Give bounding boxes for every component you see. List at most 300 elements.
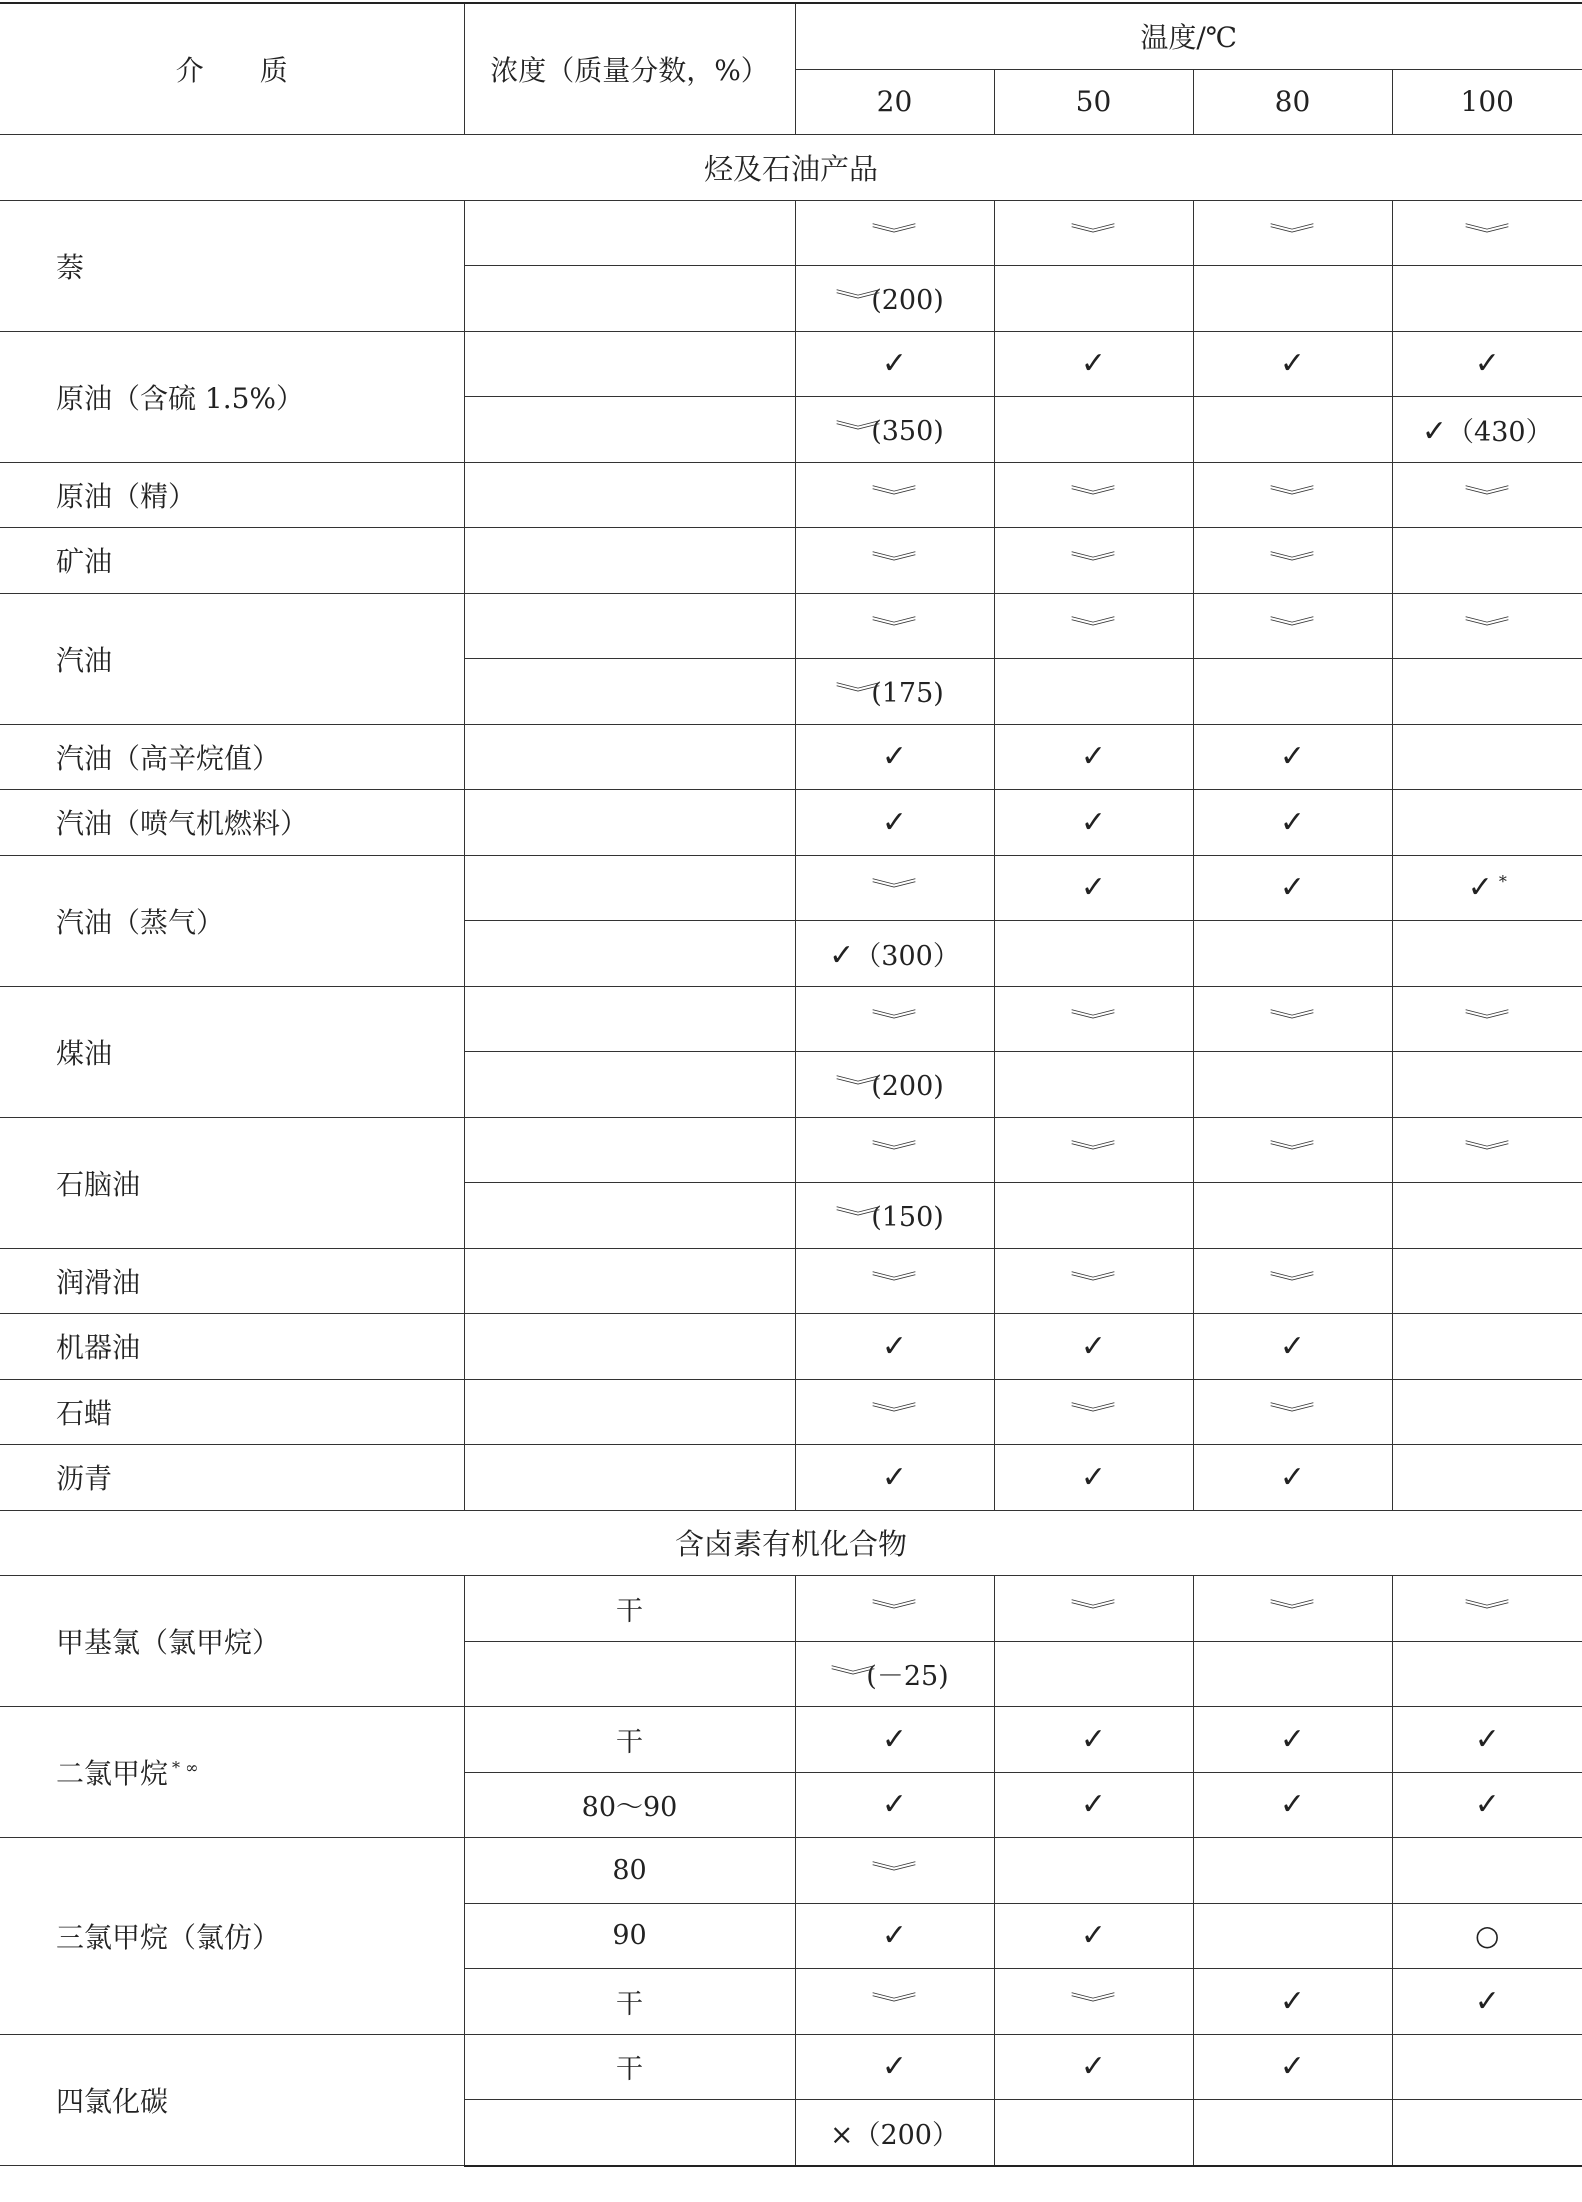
- rating-good-icon: ︾: [1070, 222, 1117, 247]
- rating-cell-50: [994, 1248, 1193, 1314]
- header-temperature: 温度/℃: [795, 3, 1582, 69]
- rating-cell-50: [994, 1772, 1193, 1838]
- rating-cell-20: [795, 1576, 994, 1642]
- medium-cell: [0, 1314, 464, 1380]
- rating-good-icon: ︾: [834, 1205, 882, 1230]
- concentration-cell: [464, 528, 795, 594]
- rating-cell-100: [1392, 1117, 1582, 1183]
- medium-name: 石脑油: [56, 1167, 141, 1201]
- rating-cell-80: [1193, 2034, 1392, 2100]
- rating-good-icon: ︾: [871, 1401, 918, 1426]
- medium-name: 汽油（喷气机燃料）: [56, 807, 309, 841]
- rating-cell-80: [1193, 1772, 1392, 1838]
- rating-cell-100: [1392, 1576, 1582, 1642]
- rating-good-icon: ︾: [1070, 484, 1117, 509]
- rating-cell-80: [1193, 1314, 1392, 1380]
- medium-cell: [0, 1445, 464, 1511]
- table-row: [0, 790, 1582, 856]
- rating-ok-icon: ✓: [1080, 804, 1107, 840]
- table-row: [0, 1379, 1582, 1445]
- rating-cell-80: [1193, 1183, 1392, 1249]
- medium-name: 二氯甲烷: [56, 1757, 169, 1790]
- rating-cell-50: [994, 659, 1193, 725]
- rating-ok-icon: ✓: [829, 937, 855, 973]
- rating-cell-100: [1392, 1379, 1582, 1445]
- rating-ok-icon: ✓: [881, 2049, 908, 2085]
- rating-cell-80: [1193, 200, 1392, 266]
- section-row: [0, 135, 1582, 201]
- section-title: 含卤素有机化合物: [0, 1510, 1582, 1576]
- rating-cell-20: [795, 1903, 994, 1969]
- rating-cell-100: [1392, 1183, 1582, 1249]
- rating-cell-80: [1193, 528, 1392, 594]
- table-row: [0, 1314, 1582, 1380]
- rating-ok-icon: ✓: [1080, 1459, 1107, 1495]
- rating-good-icon: ︾: [1463, 1139, 1511, 1164]
- rating-cell-50: [994, 1445, 1193, 1511]
- rating-ok-icon: ✓: [1279, 1787, 1306, 1823]
- rating-note: （430）: [1447, 416, 1553, 448]
- medium-cell: [0, 1576, 464, 1707]
- rating-good-icon: ︾: [871, 1598, 918, 1623]
- table-row: [0, 2034, 1582, 2100]
- medium-cell: [0, 200, 464, 331]
- medium-name: 石蜡: [56, 1396, 113, 1430]
- rating-cell-80: [1193, 331, 1392, 397]
- rating-cell-20: [795, 1641, 994, 1707]
- rating-cell-20: [795, 1314, 994, 1380]
- medium-name: 矿油: [56, 545, 113, 579]
- rating-cell-80: [1193, 1707, 1392, 1773]
- medium-name: 三氯甲烷（氯仿）: [56, 1920, 281, 1954]
- rating-ok-icon: ✓: [1421, 413, 1448, 449]
- rating-good-icon: ︾: [1070, 1401, 1117, 1426]
- rating-cell-80: [1193, 462, 1392, 528]
- concentration-cell: [464, 1379, 795, 1445]
- medium-cell: [0, 790, 464, 856]
- rating-good-icon: ︾: [1269, 1401, 1316, 1426]
- rating-cell-20: [795, 790, 994, 856]
- rating-cell-80: [1193, 1052, 1392, 1118]
- rating-cell-50: [994, 986, 1193, 1052]
- table-row: [0, 724, 1582, 790]
- rating-poor-icon: ○: [1475, 1919, 1500, 1953]
- rating-cell-80: [1193, 659, 1392, 725]
- medium-name: 原油（含硫 1.5%）: [56, 381, 305, 415]
- rating-cell-80: [1193, 855, 1392, 921]
- table-row: [0, 855, 1582, 921]
- rating-ok-icon: ✓: [1080, 870, 1107, 906]
- rating-cell-80: [1193, 1117, 1392, 1183]
- rating-cell-80: [1193, 1969, 1392, 2035]
- medium-cell: [0, 1117, 464, 1248]
- rating-cell-50: [994, 331, 1193, 397]
- medium-name: 汽油: [56, 643, 113, 677]
- rating-ok-icon: ✓: [1279, 1459, 1306, 1495]
- rating-good-icon: ︾: [1463, 222, 1511, 247]
- table-row: [0, 331, 1582, 397]
- rating-note: (150): [871, 1201, 944, 1233]
- rating-cell-100: [1392, 790, 1582, 856]
- rating-note: (－25): [866, 1661, 949, 1693]
- concentration-cell: 90: [464, 1903, 795, 1969]
- header-concentration: 浓度（质量分数，%）: [464, 3, 795, 135]
- concentration-cell: [464, 1641, 795, 1707]
- rating-cell-100: [1392, 331, 1582, 397]
- table-row: [0, 593, 1582, 659]
- rating-good-icon: ︾: [1269, 550, 1316, 575]
- rating-ok-icon: ✓: [881, 346, 908, 382]
- concentration-cell: [464, 2100, 795, 2166]
- rating-cell-20: [795, 266, 994, 332]
- rating-cell-50: [994, 266, 1193, 332]
- rating-ok-icon: ✓: [1467, 870, 1493, 906]
- rating-good-icon: ︾: [1463, 1598, 1511, 1623]
- table-row: [0, 462, 1582, 528]
- table-row: [0, 1248, 1582, 1314]
- rating-good-icon: ︾: [1269, 1008, 1316, 1033]
- rating-cell-20: [795, 724, 994, 790]
- concentration-cell: [464, 331, 795, 397]
- rating-good-icon: ︾: [1070, 1139, 1117, 1164]
- rating-cell-100: [1392, 2034, 1582, 2100]
- medium-name: 煤油: [56, 1036, 113, 1070]
- concentration-cell: 干: [464, 1707, 795, 1773]
- rating-cell-50: [994, 1903, 1193, 1969]
- rating-ok-icon: ✓: [1279, 1328, 1306, 1364]
- rating-cell-20: [795, 1183, 994, 1249]
- medium-cell: [0, 1379, 464, 1445]
- rating-cell-20: [795, 593, 994, 659]
- concentration-cell: [464, 790, 795, 856]
- rating-cell-20: [795, 921, 994, 987]
- rating-good-icon: ︾: [871, 484, 918, 509]
- concentration-cell: [464, 921, 795, 987]
- rating-cell-100: [1392, 1903, 1582, 1969]
- rating-ok-icon: ✓: [1080, 739, 1107, 775]
- rating-good-icon: ︾: [834, 288, 882, 313]
- rating-good-icon: ︾: [1070, 1991, 1117, 2016]
- rating-cell-80: [1193, 1903, 1392, 1969]
- concentration-cell: 干: [464, 1576, 795, 1642]
- medium-cell: [0, 1248, 464, 1314]
- rating-good-icon: ︾: [871, 550, 918, 575]
- rating-good-icon: ︾: [1269, 1139, 1316, 1164]
- rating-cell-50: [994, 921, 1193, 987]
- rating-cell-100: [1392, 397, 1582, 463]
- rating-ok-icon: ✓: [1279, 804, 1306, 840]
- table-row: [0, 1445, 1582, 1511]
- rating-cell-20: [795, 1969, 994, 2035]
- rating-cell-80: [1193, 593, 1392, 659]
- rating-cell-50: [994, 1838, 1193, 1904]
- rating-good-icon: ︾: [871, 1008, 918, 1033]
- rating-ok-icon: ✓: [1279, 1721, 1306, 1757]
- rating-cell-100: [1392, 1838, 1582, 1904]
- rating-good-icon: ︾: [1070, 550, 1117, 575]
- concentration-cell: 干: [464, 1969, 795, 2035]
- rating-cell-50: [994, 462, 1193, 528]
- rating-cell-100: [1392, 1445, 1582, 1511]
- rating-good-icon: ︾: [829, 1664, 877, 1689]
- rating-cell-20: [795, 2100, 994, 2166]
- rating-cell-80: [1193, 724, 1392, 790]
- rating-cell-50: [994, 1576, 1193, 1642]
- rating-ok-icon: ✓: [881, 1328, 908, 1364]
- rating-cell-100: [1392, 1248, 1582, 1314]
- rating-note: （200）: [853, 2119, 959, 2151]
- rating-cell-100: [1392, 462, 1582, 528]
- rating-good-icon: ︾: [1070, 1598, 1117, 1623]
- medium-name: 汽油（高辛烷值）: [56, 741, 281, 775]
- rating-ok-icon: ✓: [1080, 1918, 1107, 1954]
- rating-cell-80: [1193, 2100, 1392, 2166]
- rating-cell-100: [1392, 724, 1582, 790]
- header-temp-80: 80: [1193, 69, 1392, 135]
- concentration-cell: [464, 1052, 795, 1118]
- rating-cell-50: [994, 1117, 1193, 1183]
- header-temp-100: 100: [1392, 69, 1582, 135]
- rating-cell-100: [1392, 1772, 1582, 1838]
- medium-name: 机器油: [56, 1331, 141, 1365]
- rating-cell-20: [795, 462, 994, 528]
- medium-cell: [0, 1707, 464, 1838]
- rating-good-icon: ︾: [1463, 484, 1511, 509]
- rating-cell-20: [795, 2034, 994, 2100]
- rating-cell-50: [994, 2100, 1193, 2166]
- rating-cell-50: [994, 1314, 1193, 1380]
- table-row: [0, 200, 1582, 266]
- rating-no-icon: ×: [829, 2117, 854, 2151]
- medium-cell: [0, 462, 464, 528]
- rating-ok-icon: ✓: [1279, 739, 1306, 775]
- rating-cell-50: [994, 1641, 1193, 1707]
- medium-cell: [0, 593, 464, 724]
- rating-ok-icon: ✓: [1279, 2049, 1306, 2085]
- table-row: [0, 1838, 1582, 1904]
- table-row: [0, 1576, 1582, 1642]
- rating-cell-50: [994, 200, 1193, 266]
- rating-cell-80: [1193, 1838, 1392, 1904]
- rating-cell-50: [994, 2034, 1193, 2100]
- rating-good-icon: ︾: [1269, 222, 1316, 247]
- rating-cell-100: [1392, 1707, 1582, 1773]
- rating-cell-100: [1392, 2100, 1582, 2166]
- medium-cell: [0, 986, 464, 1117]
- rating-ok-icon: ✓: [1474, 1721, 1500, 1757]
- concentration-cell: [464, 1314, 795, 1380]
- medium-cell: [0, 1838, 464, 2035]
- rating-note: (175): [871, 677, 944, 709]
- medium-name: 萘: [56, 250, 85, 284]
- rating-good-icon: ︾: [871, 222, 918, 247]
- concentration-cell: 80～90: [464, 1772, 795, 1838]
- rating-cell-80: [1193, 790, 1392, 856]
- rating-cell-20: [795, 1052, 994, 1118]
- rating-cell-50: [994, 1052, 1193, 1118]
- medium-cell: [0, 528, 464, 594]
- rating-good-icon: ︾: [871, 1270, 918, 1295]
- concentration-cell: [464, 1445, 795, 1511]
- rating-cell-50: [994, 593, 1193, 659]
- medium-name: 四氯化碳: [56, 2084, 169, 2118]
- rating-good-icon: ︾: [1070, 615, 1117, 640]
- rating-cell-80: [1193, 266, 1392, 332]
- rating-note: (200): [871, 284, 944, 316]
- rating-cell-100: [1392, 986, 1582, 1052]
- rating-cell-100: [1392, 200, 1582, 266]
- header-temp-20: 20: [795, 69, 994, 135]
- rating-good-icon: ︾: [1269, 484, 1316, 509]
- section-row: [0, 1510, 1582, 1576]
- rating-cell-100: [1392, 266, 1582, 332]
- footnote-mark: *: [1498, 872, 1507, 892]
- medium-name: 润滑油: [56, 1265, 141, 1299]
- rating-cell-80: [1193, 1248, 1392, 1314]
- rating-cell-50: [994, 855, 1193, 921]
- medium-name: 原油（精）: [56, 479, 197, 513]
- table-row: [0, 1117, 1582, 1183]
- table-row: [0, 1707, 1582, 1773]
- rating-good-icon: ︾: [871, 877, 918, 902]
- rating-cell-50: [994, 528, 1193, 594]
- rating-good-icon: ︾: [871, 1991, 918, 2016]
- medium-cell: [0, 855, 464, 986]
- rating-good-icon: ︾: [871, 615, 918, 640]
- corrosion-resistance-table: [0, 2, 1582, 2167]
- rating-note: (200): [871, 1070, 944, 1102]
- concentration-cell: 干: [464, 2034, 795, 2100]
- concentration-cell: [464, 1183, 795, 1249]
- rating-ok-icon: ✓: [1474, 1787, 1500, 1823]
- rating-cell-100: [1392, 1969, 1582, 2035]
- medium-name: 汽油（蒸气）: [56, 905, 225, 939]
- rating-ok-icon: ✓: [1279, 346, 1306, 382]
- rating-cell-20: [795, 200, 994, 266]
- medium-name: 甲基氯（氯甲烷）: [56, 1626, 281, 1659]
- rating-cell-80: [1193, 986, 1392, 1052]
- section-title: 烃及石油产品: [0, 135, 1582, 201]
- rating-cell-20: [795, 1772, 994, 1838]
- rating-cell-50: [994, 1183, 1193, 1249]
- rating-cell-80: [1193, 1445, 1392, 1511]
- rating-good-icon: ︾: [834, 419, 882, 444]
- medium-cell: [0, 724, 464, 790]
- rating-cell-20: [795, 1707, 994, 1773]
- rating-ok-icon: ✓: [881, 1459, 908, 1495]
- rating-ok-icon: ✓: [1080, 1787, 1107, 1823]
- medium-cell: [0, 331, 464, 462]
- rating-good-icon: ︾: [1269, 1598, 1316, 1623]
- rating-cell-50: [994, 1969, 1193, 2035]
- rating-good-icon: ︾: [1269, 615, 1316, 640]
- concentration-cell: [464, 855, 795, 921]
- rating-cell-20: [795, 1379, 994, 1445]
- concentration-cell: [464, 593, 795, 659]
- rating-note: （300）: [854, 940, 960, 972]
- rating-good-icon: ︾: [834, 1074, 882, 1099]
- rating-cell-20: [795, 1838, 994, 1904]
- rating-ok-icon: ✓: [881, 804, 908, 840]
- table-row: [0, 528, 1582, 594]
- rating-cell-80: [1193, 921, 1392, 987]
- rating-cell-20: [795, 1117, 994, 1183]
- rating-cell-20: [795, 659, 994, 725]
- rating-cell-100: [1392, 1314, 1582, 1380]
- rating-good-icon: ︾: [1463, 615, 1511, 640]
- rating-cell-100: [1392, 659, 1582, 725]
- rating-good-icon: ︾: [1269, 1270, 1316, 1295]
- rating-cell-100: [1392, 1641, 1582, 1707]
- rating-cell-20: [795, 1248, 994, 1314]
- rating-cell-100: [1392, 921, 1582, 987]
- concentration-cell: [464, 986, 795, 1052]
- rating-cell-80: [1193, 397, 1392, 463]
- medium-footnote-mark: * ∞: [172, 1758, 199, 1777]
- rating-cell-50: [994, 790, 1193, 856]
- rating-cell-100: [1392, 593, 1582, 659]
- rating-cell-20: [795, 397, 994, 463]
- concentration-cell: [464, 397, 795, 463]
- concentration-cell: [464, 659, 795, 725]
- rating-cell-50: [994, 397, 1193, 463]
- rating-note: (350): [871, 415, 944, 447]
- rating-ok-icon: ✓: [1279, 870, 1306, 906]
- rating-ok-icon: ✓: [881, 1787, 908, 1823]
- rating-ok-icon: ✓: [1080, 1328, 1107, 1364]
- rating-good-icon: ︾: [1070, 1008, 1117, 1033]
- rating-ok-icon: ✓: [1080, 346, 1107, 382]
- rating-ok-icon: ✓: [1080, 1721, 1107, 1757]
- rating-ok-icon: ✓: [881, 739, 908, 775]
- rating-cell-80: [1193, 1379, 1392, 1445]
- rating-good-icon: ︾: [871, 1860, 918, 1885]
- rating-ok-icon: ✓: [1474, 346, 1500, 382]
- rating-good-icon: ︾: [834, 681, 882, 706]
- table-row: [0, 986, 1582, 1052]
- concentration-cell: [464, 724, 795, 790]
- rating-cell-100: [1392, 855, 1582, 921]
- concentration-cell: [464, 1248, 795, 1314]
- concentration-cell: [464, 1117, 795, 1183]
- concentration-cell: 80: [464, 1838, 795, 1904]
- concentration-cell: [464, 200, 795, 266]
- rating-good-icon: ︾: [871, 1139, 918, 1164]
- rating-cell-20: [795, 331, 994, 397]
- rating-good-icon: ︾: [1463, 1008, 1511, 1033]
- rating-cell-20: [795, 528, 994, 594]
- header-medium: 介 质: [0, 3, 464, 135]
- rating-ok-icon: ✓: [1080, 2049, 1107, 2085]
- rating-cell-100: [1392, 1052, 1582, 1118]
- medium-name: 沥青: [56, 1462, 113, 1496]
- rating-cell-20: [795, 1445, 994, 1511]
- rating-ok-icon: ✓: [881, 1721, 908, 1757]
- rating-ok-icon: ✓: [881, 1918, 908, 1954]
- rating-cell-80: [1193, 1576, 1392, 1642]
- concentration-cell: [464, 462, 795, 528]
- concentration-cell: [464, 266, 795, 332]
- rating-ok-icon: ✓: [1474, 1983, 1500, 2019]
- rating-good-icon: ︾: [1070, 1270, 1117, 1295]
- rating-cell-20: [795, 986, 994, 1052]
- rating-cell-20: [795, 855, 994, 921]
- rating-cell-100: [1392, 528, 1582, 594]
- rating-cell-50: [994, 1379, 1193, 1445]
- header-row-1: [0, 3, 1582, 69]
- rating-cell-50: [994, 1707, 1193, 1773]
- rating-ok-icon: ✓: [1279, 1983, 1306, 2019]
